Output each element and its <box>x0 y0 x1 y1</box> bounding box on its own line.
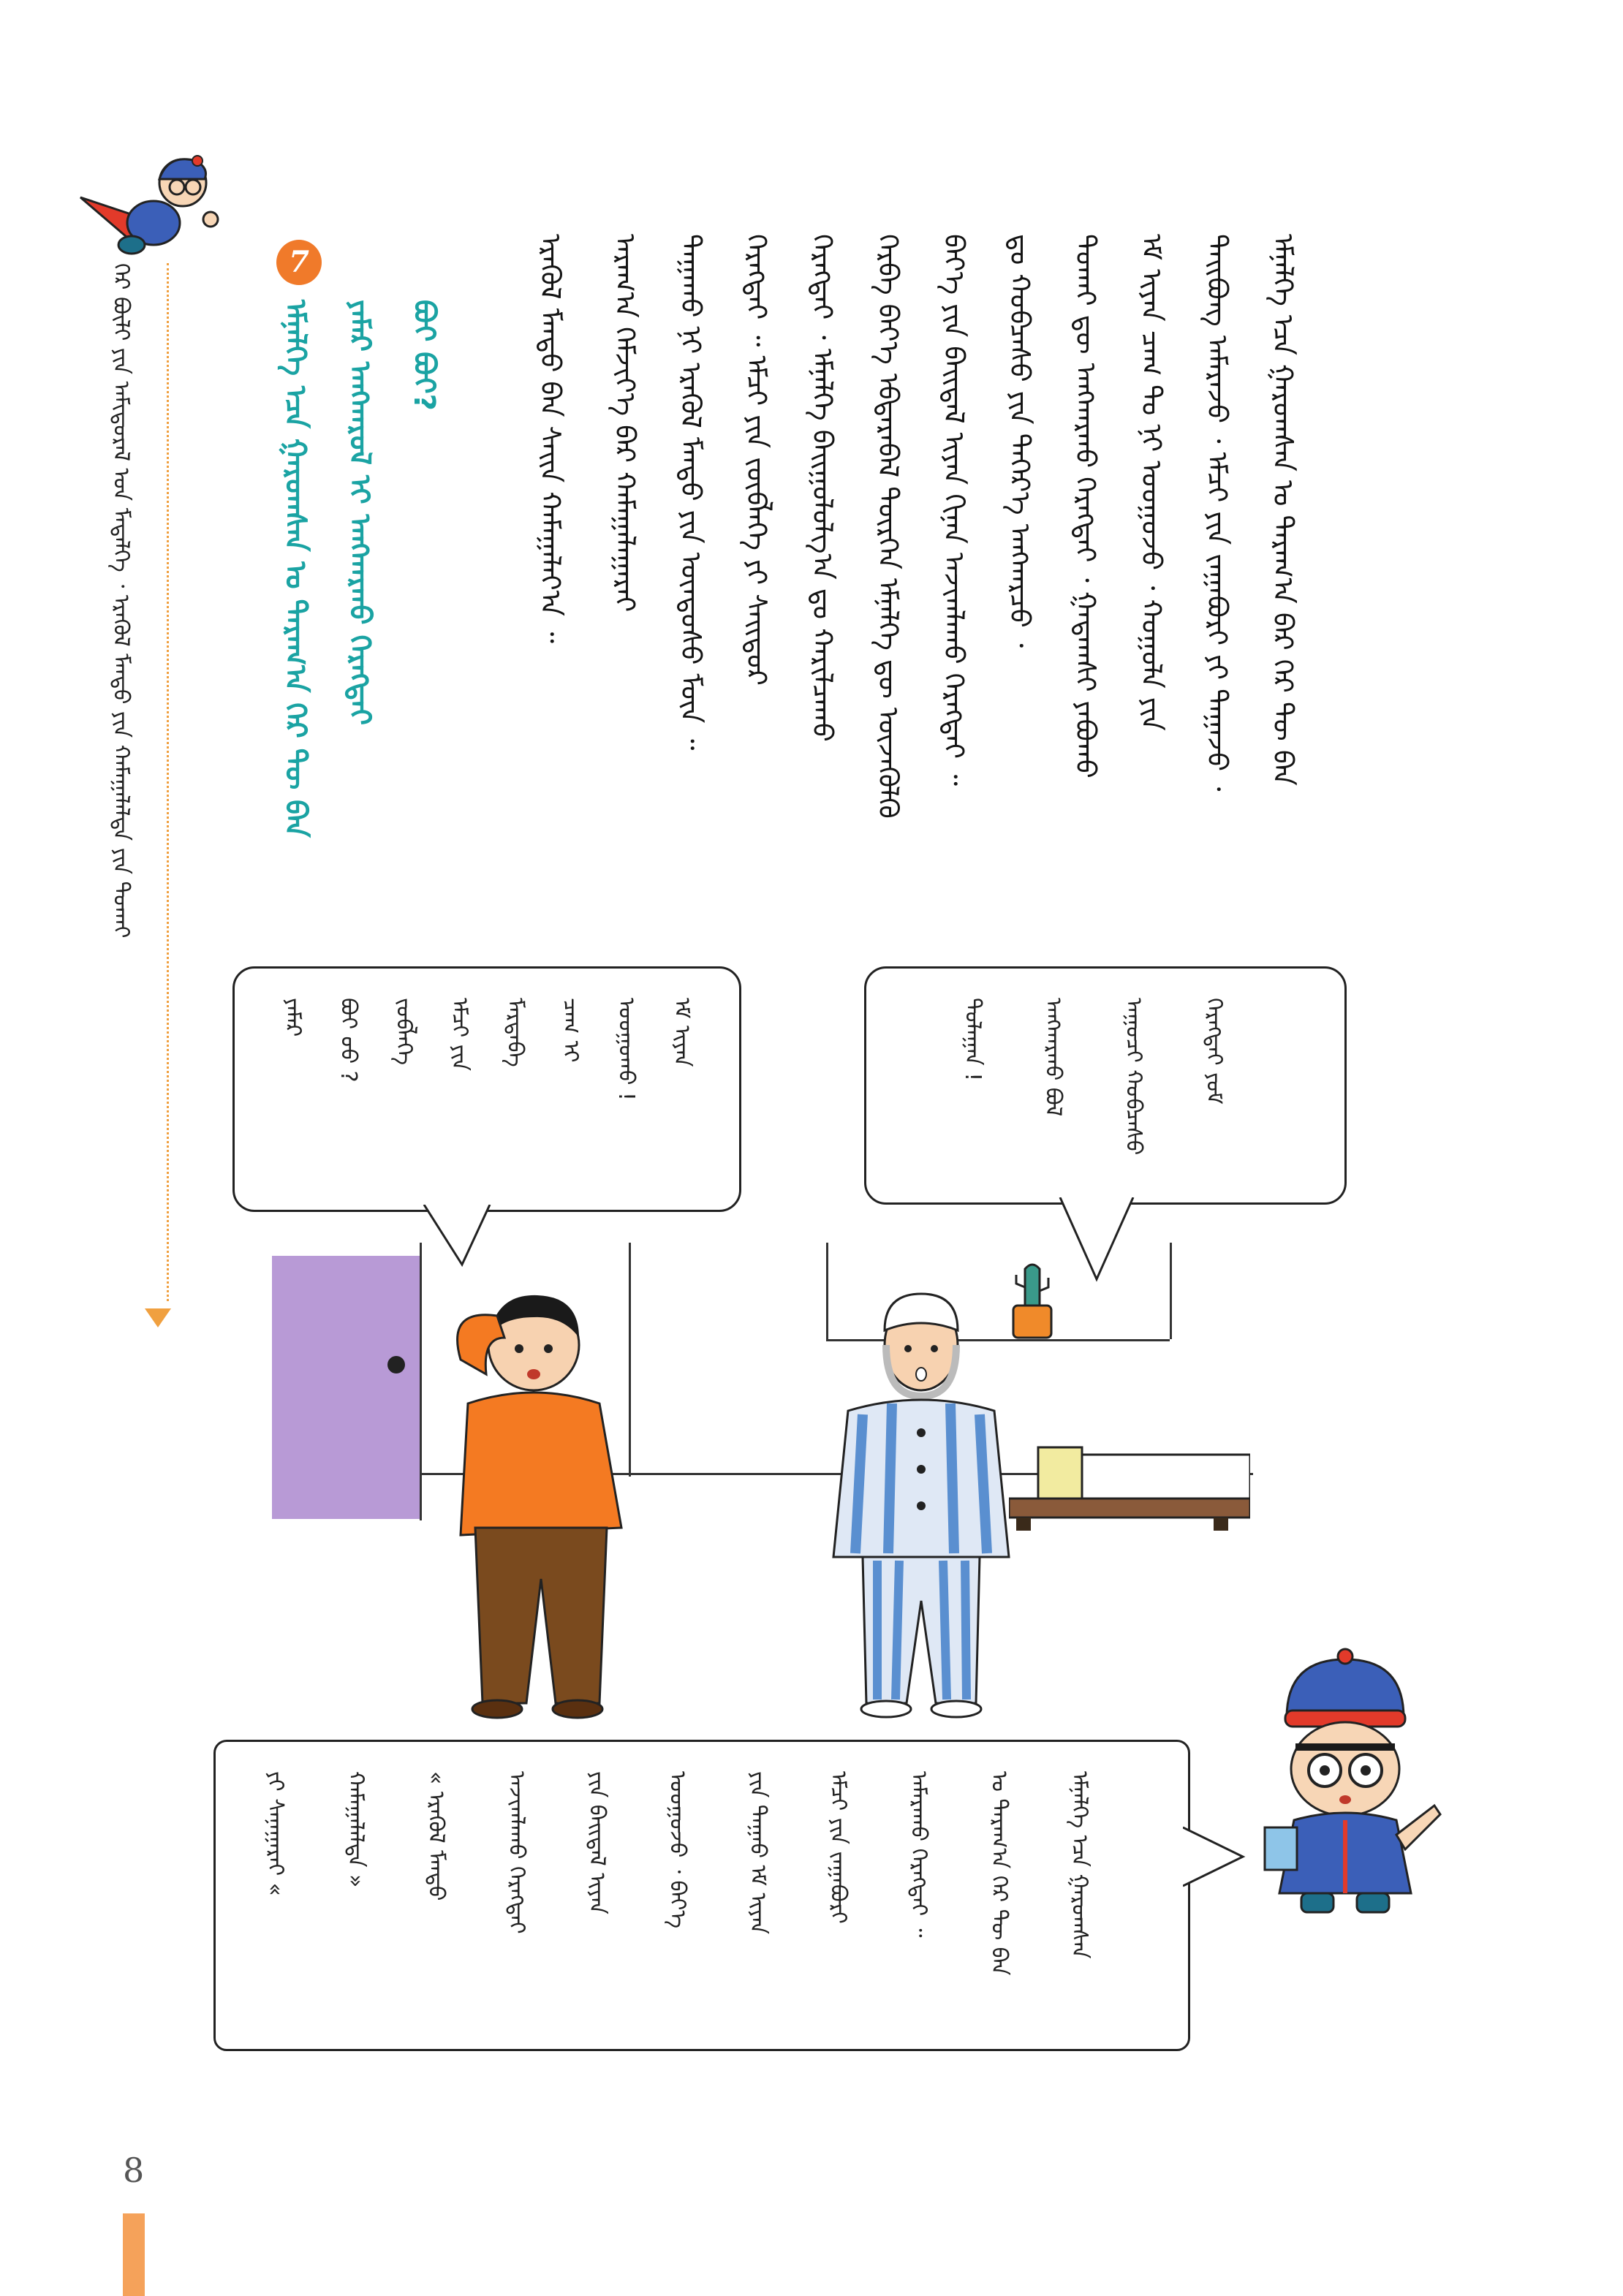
paragraph-line-7: ᠬᠡᠷᠪᠡ ᠪᠡᠶ᠎ᠡ ᠡᠪᠳᠡᠷᠡᠪᠡᠯ ᠲᠦᠷᠭᠡᠨ ᠡᠮᠨᠡᠯᠭᠡ ᠳᠦ ᠦᠵᠡᠭᠦᠯᠬᠦ <box>872 234 904 819</box>
question-line-3: ᠪᠤᠢ ᠪᠤᠢ? <box>407 300 441 411</box>
question-number-badge: 7 <box>276 240 322 285</box>
bubble-left-line-6: ᠵᠤᠪᠯᠡᠭᠡ <box>391 998 417 1066</box>
door-knob <box>387 1356 405 1374</box>
bubble-bottom-tail <box>1183 1813 1249 1901</box>
flying-boy-icon <box>66 139 227 270</box>
paragraph-line-10: ᠳᠠᠭᠠᠬᠤ ᠨᠢ ᠡᠷᠡᠭᠦᠯ ᠮᠡᠨᠳᠦ ᠶᠢᠨ ᠦᠨᠳᠦᠰᠦ ᠮᠦᠨ ᠃ <box>675 234 707 751</box>
patient-striped-pajamas <box>804 1272 1038 1725</box>
bubble-left-line-2: ᠤᠤᠭᠤᠬᠤ ! <box>613 998 639 1101</box>
question-line-2: ᠶᠠᠮᠠᠷ ᠠᠩᠬᠠᠷᠤᠯ ᠢ ᠠᠩᠬᠠᠷᠬᠤ ᠬᠡᠷᠡᠭᠲᠡᠢ <box>343 300 377 726</box>
bubble-bottom-line-6: ᠤᠤᠭᠤᠵᠤ ᠂ ᠪᠡᠶ᠎ᠡ <box>665 1771 690 1929</box>
bubble-left-line-7: ᠪᠤᠢ ᠤᠤ ? <box>336 998 361 1083</box>
speech-bubble-left <box>232 966 741 1212</box>
room-door <box>272 1256 420 1519</box>
shelf-right-support <box>1170 1243 1172 1339</box>
bubble-left-line-8: ᠶᠠᠮᠠᠷ <box>280 998 306 1037</box>
bed <box>1009 1425 1250 1535</box>
paragraph-line-8: ᠬᠡᠷᠡᠭᠲᠡᠢ ᠂ ᠡᠮᠨᠡᠯᠭᠡ ᠪᠠᠢᠭᠤᠯᠤᠯᠭ᠎ᠠ ᠳᠤ ᠬᠠᠷᠢᠯᠴᠠᠬᠤ <box>806 234 839 742</box>
bubble-left-line-5: ᠡᠮᠴᠢ ᠶᠢᠨ <box>447 998 472 1072</box>
bubble-bottom-line-1: ᠡᠮᠨᠡᠯᠭᠡ ᠡᠴᠡ ᠭᠠᠷᠤᠭᠰᠠᠨ <box>1067 1771 1092 1959</box>
header-dotted-line <box>167 263 169 1301</box>
page-tab-marker <box>123 2213 145 2296</box>
paragraph-line-11: ᠠᠷᠠᠭ᠎ᠠ ᠬᠡᠮᠵᠢᠶ᠎ᠡ ᠪᠡᠷ ᠬᠠᠮᠠᠭᠠᠯᠠᠭᠠᠷᠠᠢ <box>609 234 641 613</box>
bubble-bottom-line-8: ᠠᠵᠢᠭᠯᠠᠬᠤ ᠬᠡᠷᠡᠭᠲᠡᠢ <box>504 1771 529 1934</box>
header-arrow-icon <box>145 1308 171 1327</box>
paragraph-line-6: ᠪᠡᠶ᠎ᠡ ᠶᠢᠨ ᠪᠠᠢᠳᠠᠯ ᠢᠶᠠᠨ ᠬᠢᠨᠠᠨ ᠠᠵᠢᠭᠯᠠᠬᠤ ᠬᠡᠷᠡᠭᠲᠡᠢ ᠃ <box>938 234 970 787</box>
bubble-bottom-line-5: ᠶᠢᠨ ᠳᠠᠭᠠᠤ ᠡᠮ ᠢᠶᠡᠨ <box>745 1771 771 1935</box>
bubble-left-line-4: ᠮᠠᠷᠲᠠᠪᠠ <box>502 998 528 1067</box>
man-orange-shirt <box>417 1265 658 1725</box>
bubble-right-line-4: ᠳᠤᠯᠠᠭᠠᠨ ! <box>960 998 985 1082</box>
bubble-right-line-2: ᠠᠭᠤᠴᠢ ᠬᠤᠪᠴᠠᠰᠤ <box>1121 998 1146 1156</box>
paragraph-line-1: ᠡᠮᠨᠡᠯᠭᠡ ᠡᠴᠡ ᠭᠠᠷᠤᠭᠰᠠᠨ ᠤ ᠳᠠᠷᠠᠭ᠎ᠠ ᠪᠡᠷ ᠭᠡᠷ ᠲᠦ ᠪᠠᠨ <box>1267 234 1299 786</box>
bubble-bottom-line-9: « ᠡᠷᠡᠭᠦᠯ ᠮᠡᠨᠳᠦ <box>423 1771 449 1901</box>
bubble-right-line-1: ᠬᠡᠷᠡᠭᠲᠡᠢ ᠶᠤᠮ <box>1201 998 1227 1105</box>
bubble-left-line-1: ᠡᠮ ᠢᠶᠡᠨ <box>669 998 695 1067</box>
paragraph-line-3: ᠡᠮ ᠢᠶᠡᠨ ᠴᠠᠭ ᠲᠤ ᠨᠢ ᠤᠤᠭᠤᠵᠤ ᠂ ᠬᠣᠭᠤᠯᠠ ᠶᠢᠨ <box>1135 234 1168 731</box>
bubble-bottom-line-2: ᠤ ᠳᠠᠷᠠᠭ᠎ᠠ ᠭᠡᠷ ᠲᠦ ᠪᠠᠨ <box>986 1771 1012 1976</box>
paragraph-line-12: ᠡᠷᠡᠭᠦᠯ ᠮᠡᠨᠳᠦ ᠪᠡᠨ ᠰᠠᠢᠨ ᠬᠠᠮᠠᠭᠠᠯᠠᠶ᠎ᠠ ᠃ <box>534 234 567 644</box>
speech-bubble-bottom <box>213 1740 1190 2051</box>
bubble-bottom-line-4: ᠡᠮᠴᠢ ᠶᠢᠨ ᠵᠠᠭᠠᠪᠤᠷᠢ <box>825 1771 851 1924</box>
bubble-bottom-line-11: ᠶᠢ ᠰᠠᠨᠠᠭᠠᠷᠠᠢ « <box>262 1771 288 1897</box>
bubble-bottom-line-7: ᠶᠢᠨ ᠪᠠᠢᠳᠠᠯ ᠢᠶᠠᠨ <box>584 1771 610 1914</box>
paragraph-line-4: ᠲᠤᠬᠠᠢ ᠳᠦ ᠠᠩᠬᠠᠷᠬᠤ ᠬᠡᠷᠡᠭᠲᠡᠢ ᠂ ᠭᠠᠳᠠᠭᠰᠢ ᠶᠠᠪᠤᠬᠤ <box>1070 234 1102 778</box>
question-line-1: ᠡᠮᠨᠡᠯᠭᠡ ᠡᠴᠡ ᠭᠠᠷᠤᠭᠰᠠᠨ ᠤ ᠳᠠᠷᠠᠭ᠎ᠠ ᠭᠡᠷ ᠲᠦ ᠪᠠᠨ <box>279 300 312 838</box>
pointing-boy-icon <box>1243 1645 1448 1922</box>
bubble-bottom-line-3: ᠠᠮᠠᠷᠠᠬᠤ ᠬᠡᠷᠡᠭᠲᠡᠢ ᠃ <box>906 1771 931 1938</box>
bubble-left-tail <box>417 1205 504 1270</box>
bubble-right-line-3: ᠠᠩᠬᠠᠷᠬᠤ ᠪᠤᠯ <box>1040 998 1066 1117</box>
running-header: ᠭᠡᠷ ᠪᠦᠯᠢ ᠶᠢᠨ ᠠᠮᠢᠳᠤᠷᠠᠯ ᠤᠨ ᠮᠡᠳᠡᠯᠭᠡ ᠂ ᠡᠷᠡᠭᠦᠯ ᠮᠡᠨᠳᠦ ᠶᠢᠨ ᠬᠠᠮᠠᠭᠠᠯᠠᠯᠳᠠ ᠶᠢᠨ ᠲᠤᠬᠠᠢ <box>108 263 134 939</box>
paragraph-line-2: ᠲᠠᠢᠪᠤᠩ ᠠᠮᠠᠷᠠᠵᠤ ᠂ ᠡᠮᠴᠢ ᠶᠢᠨ ᠵᠠᠭᠠᠪᠤᠷᠢ ᠶᠢ ᠳᠠᠭᠠᠵᠤ ᠂ <box>1201 234 1233 792</box>
bubble-bottom-line-10: ᠬᠠᠮᠠᠭᠠᠯᠠᠯᠳᠠ » <box>343 1771 368 1888</box>
speech-bubble-right <box>864 966 1347 1205</box>
page-number: 8 <box>123 2151 145 2190</box>
paragraph-line-9: ᠬᠡᠷᠡᠭᠲᠡᠢ ᠃ ᠡᠮᠴᠢ ᠶᠢᠨ ᠵᠥᠪᠯᠡᠭᠡ ᠶᠢ ᠰᠠᠢᠲᠤᠷ <box>741 234 773 686</box>
bubble-left-line-3: ᠴᠠᠭ ᠢ <box>558 998 583 1063</box>
paragraph-line-5: ᠳᠤ ᠬᠤᠪᠴᠠᠰᠤ ᠶᠢᠨ ᠳᠡᠭᠡᠷ᠎ᠡ ᠠᠩᠬᠠᠷᠴᠤ ᠂ <box>1004 234 1036 648</box>
